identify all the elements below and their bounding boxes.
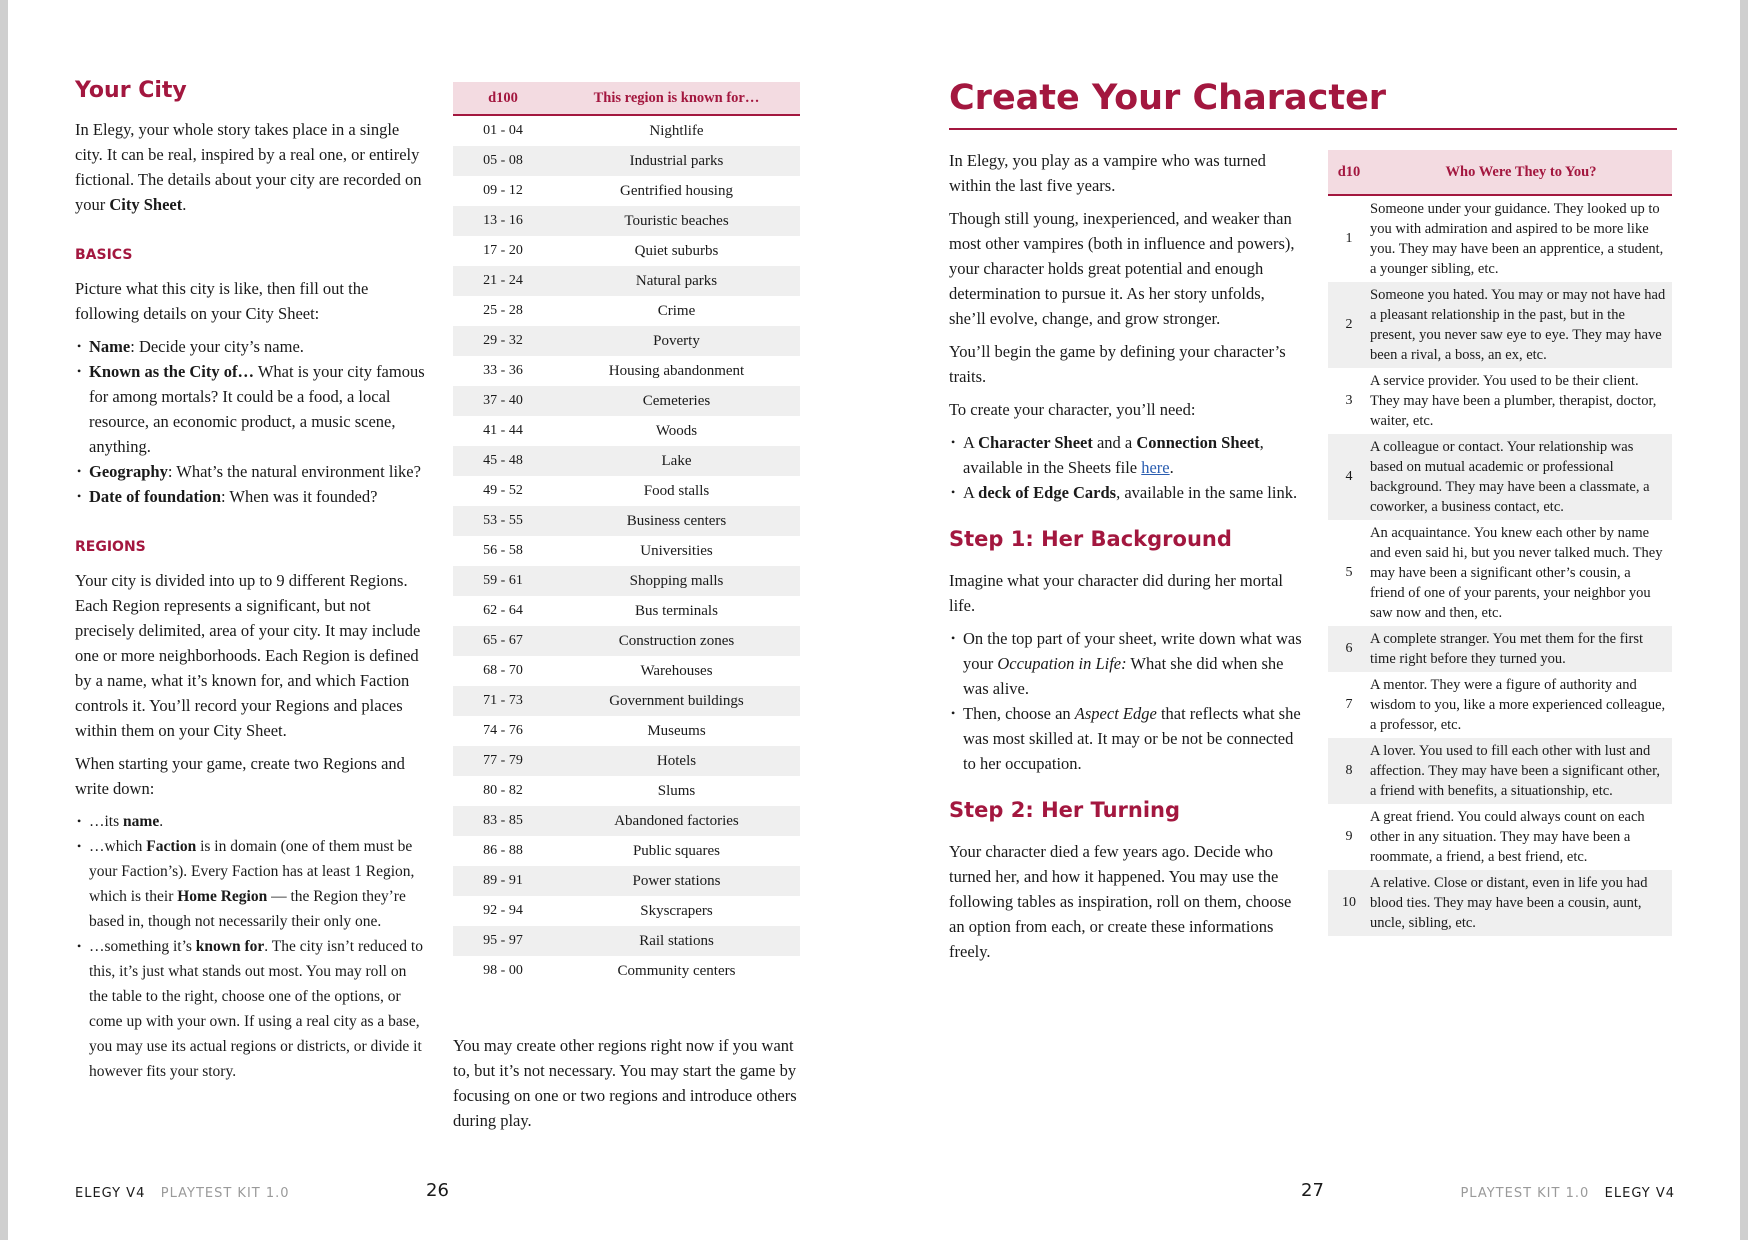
char-p1: In Elegy, you play as a vampire who was turned within the last five years. (949, 151, 1266, 195)
relationship-cell: A colleague or contact. Your relationship was based on mutual academic or professional background. They may have been a classmate, a coworker, a business contact, etc. (1370, 434, 1672, 520)
table-row (453, 266, 800, 296)
region-known-for-cell: Hotels (553, 746, 800, 776)
region-known-for-cell: Woods (655, 422, 698, 439)
left-text-column (75, 78, 428, 1092)
book-spread (8, 0, 1740, 1240)
roll-range-cell: 68 - 70 (483, 663, 523, 678)
region-known-for-cell: Poverty (553, 326, 800, 356)
region-known-for-cell: Gentrified housing (620, 182, 733, 199)
table-row (453, 536, 800, 566)
table-row (453, 176, 800, 206)
region-known-for-cell: Nightlife (649, 122, 704, 139)
char-p2: Though still young, inexperienced, and weaker than most other vampires (both in influence and powers), your character holds great potential and enough determination to pursue it. As her story unfolds, she’ll evolve, change, and grow stronger. (949, 209, 1295, 328)
list-item: • On the top part of your sheet, write down what was your Occupation in Life: What she did when she was alive. (963, 626, 1304, 701)
table-row (453, 806, 800, 836)
step2-title: Step 2: Her Turning (949, 798, 1181, 822)
table-row (453, 206, 800, 236)
right-text-column (949, 148, 1304, 972)
basics-text: Picture what this city is like, then fill out the following details on your City Sheet: (75, 279, 369, 323)
table-row (453, 566, 800, 596)
needs-list (949, 430, 1304, 505)
d10-who-table (1328, 150, 1672, 936)
page-number-right: 27 (1301, 1180, 1324, 1201)
footer-kit: PLAYTEST KIT 1.0 (160, 1186, 290, 1201)
regions-text: Your city is divided into up to 9 different Regions. Each Region represents a significant, but not precisely delimited, area of your city. It may include one or more neighborhoods. Each Region is defined by a name, what it’s known for, and which Faction controls it. You’ll record your Regions and places within them on your City Sheet. (75, 571, 421, 740)
table-header-cell: d10 (1328, 150, 1370, 195)
region-known-for-cell: Cemeteries (553, 386, 800, 416)
roll-range-cell: 59 - 61 (453, 566, 553, 596)
table-row (453, 596, 800, 626)
table-header-row (453, 82, 800, 115)
roll-range-cell: 17 - 20 (483, 243, 523, 258)
region-known-for-cell: Rail stations (553, 926, 800, 956)
char-p3: You’ll begin the game by defining your character’s traits. (949, 342, 1286, 386)
region-known-for-cell: Public squares (632, 842, 721, 859)
roll-range-cell: 86 - 88 (483, 843, 523, 858)
region-known-for-cell: Crime (657, 302, 696, 319)
relationship-cell: A lover. You used to fill each other with lust and affection. They may have been a significant other, a friend with benefits, a situationship, etc. (1370, 738, 1672, 804)
page-title-create-character: Create Your Character (949, 76, 1677, 130)
regions-list (75, 809, 428, 1084)
list-item: • Date of foundation: When was it founded? (89, 484, 428, 509)
region-known-for-cell: Touristic beaches (553, 206, 800, 236)
region-known-for-cell: Bus terminals (635, 602, 718, 619)
region-known-for-cell: Quiet suburbs (634, 242, 719, 259)
table-row (453, 146, 800, 176)
region-known-for-cell: Industrial parks (553, 146, 800, 176)
table-row (1328, 520, 1672, 626)
region-known-for-cell: Business centers (553, 506, 800, 536)
roll-range-cell: 83 - 85 (453, 806, 553, 836)
roll-range-cell: 33 - 36 (483, 363, 523, 378)
table-row (453, 416, 800, 446)
roll-range-cell: 65 - 67 (453, 626, 553, 656)
table-row (453, 656, 800, 686)
roll-number-cell: 9 (1345, 829, 1353, 844)
relationship-cell: A great friend. You could always count on each other in any situation. They may have been a roommate, a friend, a best friend, etc. (1370, 809, 1645, 865)
roll-range-cell: 92 - 94 (483, 903, 523, 918)
relationship-cell: A service provider. You used to be their client. They may have been a plumber, therapist, doctor, waiter, etc. (1370, 373, 1657, 429)
table-row (453, 296, 800, 326)
table-header-cell: Who Were They to You? (1370, 150, 1672, 195)
table-row (453, 926, 800, 956)
region-known-for-cell: Lake (553, 446, 800, 476)
roll-range-cell: 95 - 97 (453, 926, 553, 956)
roll-range-cell: 09 - 12 (483, 183, 523, 198)
region-known-for-cell: Abandoned factories (553, 806, 800, 836)
relationship-cell: A relative. Close or distant, even in life you had blood ties. They may have been a cousin, aunt, uncle, sibling, etc. (1370, 870, 1672, 936)
region-known-for-cell: Warehouses (640, 662, 713, 679)
region-known-for-cell: Housing abandonment (608, 362, 745, 379)
roll-range-cell: 53 - 55 (453, 506, 553, 536)
roll-number-cell: 4 (1328, 434, 1370, 520)
table-row (1328, 804, 1672, 870)
roll-range-cell: 21 - 24 (453, 266, 553, 296)
roll-range-cell: 89 - 91 (453, 866, 553, 896)
table-row (1328, 368, 1672, 434)
region-known-for-cell: Museums (647, 722, 706, 739)
list-item: • …its name. (89, 809, 428, 834)
table-row (1328, 626, 1672, 672)
relationship-cell: Someone you hated. You may or may not have had a pleasant relationship in the past, but in the present, you never saw eye to eye. They may have been a rival, a boss, an ex, etc. (1370, 282, 1672, 368)
table-row (453, 746, 800, 776)
list-item: • Name: Decide your city’s name. (89, 334, 428, 359)
roll-range-cell: 77 - 79 (453, 746, 553, 776)
roll-range-cell: 41 - 44 (483, 423, 523, 438)
roll-range-cell: 71 - 73 (453, 686, 553, 716)
table-row (453, 716, 800, 746)
roll-range-cell: 74 - 76 (483, 723, 523, 738)
table-row (453, 115, 800, 146)
regions-text-2: When starting your game, create two Regions and write down: (75, 754, 405, 798)
table-row (453, 686, 800, 716)
table-row (453, 776, 800, 806)
table-row (453, 836, 800, 866)
list-item: • Then, choose an Aspect Edge that reflects what she was most skilled at. It may or be not be connected to her occupation. (963, 701, 1304, 776)
footer-brand: ELEGY V4 (75, 1186, 146, 1201)
list-item: • Geography: What’s the natural environment like? (89, 459, 428, 484)
region-known-for-cell: Natural parks (553, 266, 800, 296)
roll-range-cell: 01 - 04 (483, 123, 523, 138)
region-known-for-cell: Construction zones (553, 626, 800, 656)
table-row (1328, 434, 1672, 520)
left-footer (75, 1186, 290, 1201)
table-header-row (1328, 150, 1672, 195)
roll-range-cell: 62 - 64 (483, 603, 523, 618)
region-known-for-cell: Community centers (617, 962, 736, 979)
table-row (453, 626, 800, 656)
right-title-block (949, 76, 1677, 130)
footer-brand: ELEGY V4 (1604, 1186, 1675, 1201)
table-header-cell: This region is known for… (553, 82, 800, 115)
relationship-cell: Someone under your guidance. They looked up to you with admiration and aspired to be more like you. They may have been an apprentice, a student, a younger sibling, etc. (1370, 201, 1664, 277)
footer-kit: PLAYTEST KIT 1.0 (1460, 1186, 1590, 1201)
right-footer (1460, 1186, 1675, 1201)
relationship-cell: An acquaintance. You knew each other by name and even said hi, but you never talked much. They may have been a significant other’s cousin, a friend of one of your parents, your neighbor you saw now and then, etc. (1370, 525, 1663, 621)
table-row (1328, 282, 1672, 368)
region-known-for-cell: Skyscrapers (640, 902, 713, 919)
page-edge-right (1740, 0, 1748, 1240)
table-row (453, 356, 800, 386)
step2-text: Your character died a few years ago. Decide who turned her, and how it happened. You may use the following tables as inspiration, roll on them, choose an option from each, or create these informations freely. (949, 842, 1292, 961)
list-item: • …which Faction is in domain (one of them must be your Faction’s). Every Faction has at least 1 Region, which is their Home Region — the Region they’re based in, though not necessarily their only one. (89, 834, 428, 934)
table-row (1328, 672, 1672, 738)
table-row (453, 896, 800, 926)
roll-range-cell: 13 - 16 (453, 206, 553, 236)
relationship-cell: A mentor. They were a figure of authority and wisdom to you, like a more experienced colleague, a professor, etc. (1370, 677, 1666, 733)
step1-list (949, 626, 1304, 776)
step1-title: Step 1: Her Background (949, 527, 1232, 551)
table-row (453, 446, 800, 476)
regions-heading: REGIONS (75, 539, 146, 555)
table-row (453, 236, 800, 266)
roll-number-cell: 5 (1345, 565, 1353, 580)
table-row (1328, 870, 1672, 936)
table-row (1328, 195, 1672, 282)
roll-number-cell: 1 (1345, 231, 1353, 246)
list-item: • A Character Sheet and a Connection Sheet, available in the Sheets file here. (963, 430, 1304, 480)
page-number-left: 26 (426, 1180, 449, 1201)
region-known-for-cell: Shopping malls (553, 566, 800, 596)
relationship-cell: A complete stranger. You met them for the first time right before they turned you. (1370, 626, 1672, 672)
list-item: • …something it’s known for. The city isn’t reduced to this, it’s just what stands out most. You may roll on the table to the right, choose one of the options, or come up with your own. If using a real city as a base, you may use its actual regions or districts, or divide it however fits your story. (89, 934, 428, 1084)
roll-range-cell: 56 - 58 (483, 543, 523, 558)
roll-range-cell: 05 - 08 (453, 146, 553, 176)
list-item: • Known as the City of… What is your city famous for among mortals? It could be a food, a local resource, an economic product, a music scene, anything. (89, 359, 428, 459)
list-item: • A deck of Edge Cards, available in the same link. (963, 480, 1304, 505)
roll-range-cell: 45 - 48 (453, 446, 553, 476)
roll-number-cell: 6 (1328, 626, 1370, 672)
roll-number-cell: 7 (1345, 697, 1353, 712)
section-title-your-city: Your City (75, 78, 187, 103)
d100-region-table (453, 82, 800, 986)
basics-heading: BASICS (75, 247, 133, 263)
page-edge-left (0, 0, 8, 1240)
d10-table-body (1328, 195, 1672, 936)
region-known-for-cell: Universities (640, 542, 713, 559)
roll-range-cell: 25 - 28 (483, 303, 523, 318)
table-header-cell: d100 (453, 82, 553, 115)
basics-list (75, 334, 428, 509)
table-row (453, 956, 800, 986)
roll-number-cell: 8 (1328, 738, 1370, 804)
city-intro: In Elegy, your whole story takes place in a single city. It can be real, inspired by a real one, or entirely fictional. The details about your city are recorded on your City Sheet. (75, 120, 422, 214)
roll-range-cell: 98 - 00 (483, 963, 523, 978)
step1-text: Imagine what your character did during her mortal life. (949, 571, 1283, 615)
table-row (453, 476, 800, 506)
table-row (453, 866, 800, 896)
region-known-for-cell: Food stalls (643, 482, 710, 499)
region-known-for-cell: Power stations (553, 866, 800, 896)
table-row (1328, 738, 1672, 804)
roll-number-cell: 3 (1345, 393, 1353, 408)
table-row (453, 326, 800, 356)
roll-range-cell: 49 - 52 (483, 483, 523, 498)
roll-range-cell: 37 - 40 (453, 386, 553, 416)
table-row (453, 386, 800, 416)
table-row (453, 506, 800, 536)
char-p4: To create your character, you’ll need: (949, 400, 1196, 419)
sheets-link[interactable]: here (1141, 458, 1170, 477)
roll-range-cell: 29 - 32 (453, 326, 553, 356)
region-known-for-cell: Slums (657, 782, 696, 799)
roll-range-cell: 80 - 82 (483, 783, 523, 798)
roll-number-cell: 10 (1328, 870, 1370, 936)
roll-number-cell: 2 (1328, 282, 1370, 368)
region-known-for-cell: Government buildings (553, 686, 800, 716)
d100-table-body (453, 115, 800, 986)
after-table-text: You may create other regions right now if you want to, but it’s not necessary. You may start the game by focusing on one or two regions and introduce others during play. (453, 1036, 797, 1130)
